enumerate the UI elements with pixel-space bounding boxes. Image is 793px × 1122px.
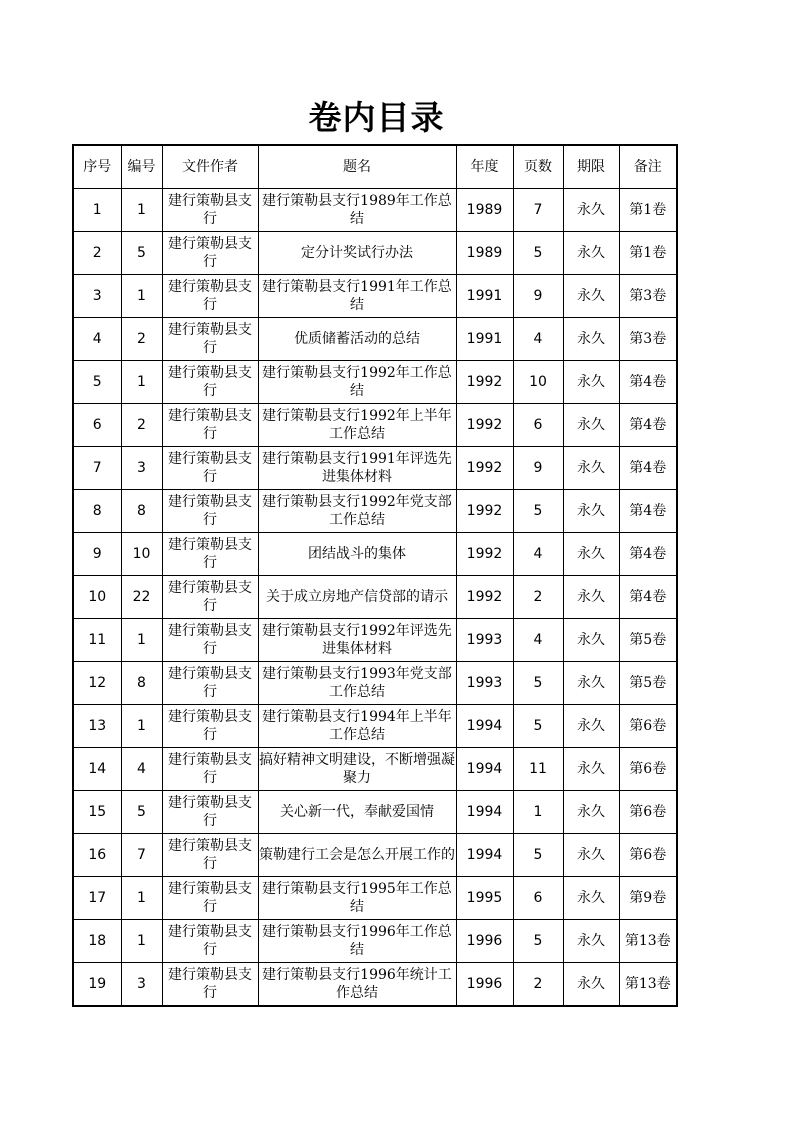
- table-row: [73, 404, 677, 447]
- table-row: [73, 619, 677, 662]
- table-row: [73, 920, 677, 963]
- cell-code: 10: [121, 533, 162, 576]
- cell-author: 建行策勒县支行: [162, 619, 258, 662]
- cell-pages: 7: [513, 189, 563, 232]
- cell-period: 永久: [563, 533, 619, 576]
- table-row: [73, 705, 677, 748]
- cell-index: 2: [73, 232, 121, 275]
- cell-period: 永久: [563, 834, 619, 877]
- cell-author: 建行策勒县支行: [162, 189, 258, 232]
- cell-remark: 第1卷: [619, 189, 677, 232]
- cell-year: 1992: [456, 447, 513, 490]
- cell-period: 永久: [563, 576, 619, 619]
- cell-index: 14: [73, 748, 121, 791]
- cell-remark: 第4卷: [619, 533, 677, 576]
- cell-period: 永久: [563, 361, 619, 404]
- cell-pages: 2: [513, 963, 563, 1007]
- cell-index: 16: [73, 834, 121, 877]
- header-period: 期限: [563, 145, 619, 189]
- cell-remark: 第6卷: [619, 791, 677, 834]
- cell-title: 建行策勒县支行1994年上半年工作总结: [258, 705, 456, 748]
- header-index: 序号: [73, 145, 121, 189]
- cell-index: 1: [73, 189, 121, 232]
- cell-year: 1991: [456, 275, 513, 318]
- header-code: 编号: [121, 145, 162, 189]
- cell-pages: 10: [513, 361, 563, 404]
- cell-remark: 第4卷: [619, 490, 677, 533]
- cell-author: 建行策勒县支行: [162, 834, 258, 877]
- cell-code: 4: [121, 748, 162, 791]
- cell-pages: 2: [513, 576, 563, 619]
- cell-remark: 第13卷: [619, 920, 677, 963]
- cell-pages: 11: [513, 748, 563, 791]
- cell-year: 1993: [456, 662, 513, 705]
- cell-period: 永久: [563, 404, 619, 447]
- cell-index: 3: [73, 275, 121, 318]
- cell-period: 永久: [563, 189, 619, 232]
- cell-pages: 9: [513, 275, 563, 318]
- cell-author: 建行策勒县支行: [162, 447, 258, 490]
- cell-author: 建行策勒县支行: [162, 490, 258, 533]
- cell-code: 1: [121, 275, 162, 318]
- cell-author: 建行策勒县支行: [162, 275, 258, 318]
- page-title: 卷内目录: [308, 98, 445, 137]
- cell-year: 1995: [456, 877, 513, 920]
- cell-author: 建行策勒县支行: [162, 662, 258, 705]
- cell-pages: 4: [513, 619, 563, 662]
- header-author: 文件作者: [162, 145, 258, 189]
- cell-pages: 5: [513, 920, 563, 963]
- cell-remark: 第5卷: [619, 662, 677, 705]
- cell-index: 5: [73, 361, 121, 404]
- cell-index: 12: [73, 662, 121, 705]
- cell-code: 5: [121, 791, 162, 834]
- cell-code: 7: [121, 834, 162, 877]
- cell-code: 5: [121, 232, 162, 275]
- cell-remark: 第1卷: [619, 232, 677, 275]
- cell-index: 7: [73, 447, 121, 490]
- cell-remark: 第9卷: [619, 877, 677, 920]
- cell-year: 1996: [456, 963, 513, 1007]
- cell-title: 关心新一代，奉献爱国情: [258, 791, 456, 834]
- cell-code: 3: [121, 963, 162, 1007]
- cell-remark: 第4卷: [619, 404, 677, 447]
- cell-author: 建行策勒县支行: [162, 963, 258, 1007]
- cell-remark: 第3卷: [619, 275, 677, 318]
- cell-title: 建行策勒县支行1989年工作总结: [258, 189, 456, 232]
- table-row: [73, 318, 677, 361]
- cell-pages: 5: [513, 834, 563, 877]
- cell-period: 永久: [563, 920, 619, 963]
- table-row: [73, 361, 677, 404]
- cell-period: 永久: [563, 963, 619, 1007]
- cell-code: 8: [121, 662, 162, 705]
- catalog-table: [72, 144, 678, 1007]
- cell-period: 永久: [563, 232, 619, 275]
- cell-author: 建行策勒县支行: [162, 232, 258, 275]
- table-row: [73, 791, 677, 834]
- cell-index: 9: [73, 533, 121, 576]
- cell-year: 1996: [456, 920, 513, 963]
- table-row: [73, 662, 677, 705]
- cell-code: 1: [121, 877, 162, 920]
- cell-code: 22: [121, 576, 162, 619]
- cell-period: 永久: [563, 705, 619, 748]
- cell-year: 1992: [456, 361, 513, 404]
- cell-author: 建行策勒县支行: [162, 318, 258, 361]
- table-body: [73, 189, 677, 1007]
- cell-author: 建行策勒县支行: [162, 920, 258, 963]
- cell-pages: 9: [513, 447, 563, 490]
- table-row: [73, 275, 677, 318]
- cell-year: 1992: [456, 404, 513, 447]
- table-row: [73, 447, 677, 490]
- cell-year: 1992: [456, 490, 513, 533]
- header-pages: 页数: [513, 145, 563, 189]
- cell-code: 8: [121, 490, 162, 533]
- cell-title: 建行策勒县支行1996年统计工作总结: [258, 963, 456, 1007]
- cell-year: 1994: [456, 791, 513, 834]
- cell-pages: 4: [513, 533, 563, 576]
- table-row: [73, 877, 677, 920]
- cell-year: 1991: [456, 318, 513, 361]
- cell-pages: 6: [513, 877, 563, 920]
- cell-year: 1989: [456, 232, 513, 275]
- cell-title: 建行策勒县支行1995年工作总结: [258, 877, 456, 920]
- cell-period: 永久: [563, 662, 619, 705]
- cell-code: 1: [121, 189, 162, 232]
- cell-title: 建行策勒县支行1992年党支部工作总结: [258, 490, 456, 533]
- cell-remark: 第6卷: [619, 705, 677, 748]
- table-row: [73, 533, 677, 576]
- cell-index: 4: [73, 318, 121, 361]
- cell-index: 11: [73, 619, 121, 662]
- cell-author: 建行策勒县支行: [162, 705, 258, 748]
- cell-period: 永久: [563, 619, 619, 662]
- header-remark: 备注: [619, 145, 677, 189]
- cell-code: 1: [121, 619, 162, 662]
- cell-title: 建行策勒县支行1991年工作总结: [258, 275, 456, 318]
- cell-period: 永久: [563, 447, 619, 490]
- cell-title: 团结战斗的集体: [258, 533, 456, 576]
- cell-pages: 4: [513, 318, 563, 361]
- table-row: [73, 748, 677, 791]
- cell-code: 3: [121, 447, 162, 490]
- cell-title: 建行策勒县支行1992年工作总结: [258, 361, 456, 404]
- cell-pages: 5: [513, 705, 563, 748]
- table-row: [73, 490, 677, 533]
- cell-author: 建行策勒县支行: [162, 533, 258, 576]
- cell-year: 1994: [456, 748, 513, 791]
- cell-pages: 5: [513, 232, 563, 275]
- table-row: [73, 576, 677, 619]
- cell-title: 定分计奖试行办法: [258, 232, 456, 275]
- cell-author: 建行策勒县支行: [162, 361, 258, 404]
- cell-author: 建行策勒县支行: [162, 877, 258, 920]
- cell-year: 1992: [456, 576, 513, 619]
- table-row: [73, 963, 677, 1007]
- cell-author: 建行策勒县支行: [162, 404, 258, 447]
- cell-index: 13: [73, 705, 121, 748]
- table-row: [73, 834, 677, 877]
- cell-pages: 5: [513, 490, 563, 533]
- cell-index: 18: [73, 920, 121, 963]
- cell-remark: 第3卷: [619, 318, 677, 361]
- cell-remark: 第5卷: [619, 619, 677, 662]
- cell-period: 永久: [563, 318, 619, 361]
- cell-year: 1994: [456, 705, 513, 748]
- cell-remark: 第6卷: [619, 748, 677, 791]
- cell-remark: 第4卷: [619, 576, 677, 619]
- cell-title: 关于成立房地产信贷部的请示: [258, 576, 456, 619]
- cell-remark: 第4卷: [619, 361, 677, 404]
- cell-period: 永久: [563, 748, 619, 791]
- cell-index: 8: [73, 490, 121, 533]
- cell-author: 建行策勒县支行: [162, 791, 258, 834]
- header-year: 年度: [456, 145, 513, 189]
- cell-title: 建行策勒县支行1993年党支部工作总结: [258, 662, 456, 705]
- cell-author: 建行策勒县支行: [162, 576, 258, 619]
- cell-pages: 1: [513, 791, 563, 834]
- cell-code: 1: [121, 920, 162, 963]
- cell-pages: 5: [513, 662, 563, 705]
- cell-period: 永久: [563, 490, 619, 533]
- cell-title: 建行策勒县支行1991年评选先进集体材料: [258, 447, 456, 490]
- cell-title: 搞好精神文明建设，不断增强凝聚力: [258, 748, 456, 791]
- cell-index: 15: [73, 791, 121, 834]
- cell-pages: 6: [513, 404, 563, 447]
- cell-year: 1993: [456, 619, 513, 662]
- cell-code: 2: [121, 404, 162, 447]
- cell-remark: 第13卷: [619, 963, 677, 1007]
- cell-title: 优质储蓄活动的总结: [258, 318, 456, 361]
- cell-period: 永久: [563, 877, 619, 920]
- header-title: 题名: [258, 145, 456, 189]
- cell-title: 建行策勒县支行1992年评选先进集体材料: [258, 619, 456, 662]
- cell-code: 1: [121, 705, 162, 748]
- cell-year: 1992: [456, 533, 513, 576]
- cell-remark: 第6卷: [619, 834, 677, 877]
- cell-period: 永久: [563, 791, 619, 834]
- cell-period: 永久: [563, 275, 619, 318]
- cell-index: 19: [73, 963, 121, 1007]
- cell-title: 策勒建行工会是怎么开展工作的: [258, 834, 456, 877]
- cell-title: 建行策勒县支行1996年工作总结: [258, 920, 456, 963]
- cell-index: 6: [73, 404, 121, 447]
- cell-author: 建行策勒县支行: [162, 748, 258, 791]
- table-row: [73, 189, 677, 232]
- cell-index: 17: [73, 877, 121, 920]
- cell-year: 1994: [456, 834, 513, 877]
- table-row: [73, 232, 677, 275]
- cell-index: 10: [73, 576, 121, 619]
- header-row: [73, 145, 677, 189]
- cell-code: 2: [121, 318, 162, 361]
- cell-year: 1989: [456, 189, 513, 232]
- cell-title: 建行策勒县支行1992年上半年工作总结: [258, 404, 456, 447]
- cell-code: 1: [121, 361, 162, 404]
- cell-remark: 第4卷: [619, 447, 677, 490]
